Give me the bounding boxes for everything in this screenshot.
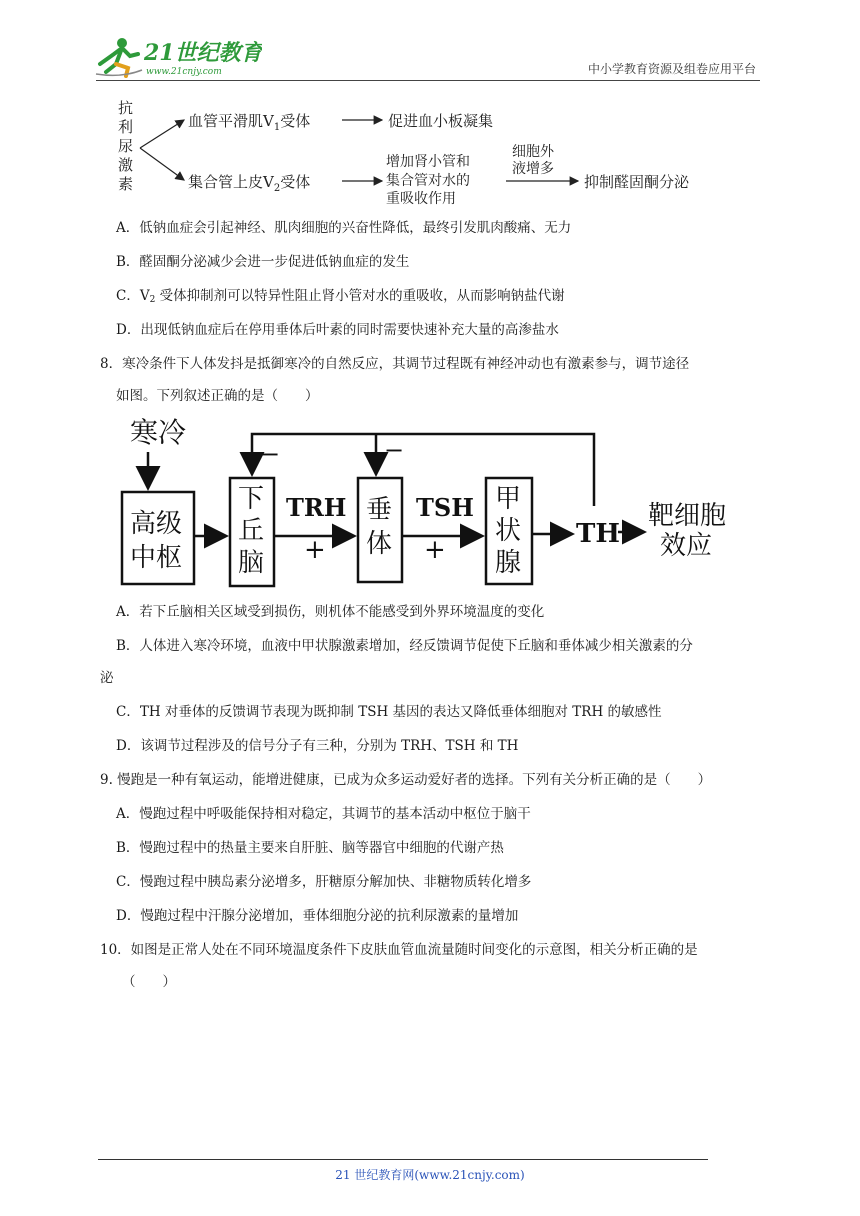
svg-text:重吸收作用: 重吸收作用 [386,191,456,206]
q9-option-a: A．慢跑过程中呼吸能保持相对稳定，其调节的基本活动中枢位于脑干 [116,806,531,822]
q8-stem-cont: 如图。下列叙述正确的是（ ） [116,388,319,404]
svg-text:素: 素 [118,175,134,193]
q7-option-c: C．$V_2$ 受体抑制剂可以特异性阻止肾小管对水的重吸收，从而影响钠盐代谢 [116,288,565,305]
tsh-label: TSH [416,493,474,522]
branch1-label: 血管平滑肌$V_1$受体 [188,112,311,133]
q7-option-a: A．低钠血症会引起神经、肌肉细胞的兴奋性降低，最终引发肌肉酸痛、无力 [116,220,572,236]
cold-label: 寒冷 [130,416,187,449]
svg-text:效应: 效应 [660,531,713,561]
q9-option-b: B．慢跑过程中的热量主要来自肝脏、脑等器官中细胞的代谢产热 [116,840,504,856]
footer-link[interactable]: 21 世纪教育网(www.21cnjy.com) [335,1168,525,1182]
q10-stem: 10．如图是正常人处在不同环境温度条件下皮肤血管血流量随时间变化的示意图，相关分析正确的是 [100,942,698,958]
svg-text:激: 激 [118,156,134,174]
svg-text:高级: 高级 [130,509,183,539]
svg-text:增加肾小管和: 增加肾小管和 [386,154,470,170]
q8-option-b: B．人体进入寒冷环境，血液中甲状腺激素增加，经反馈调节促使下丘脑和垂体减少相关激素的分 [116,638,693,654]
svg-text:状: 状 [495,516,522,546]
logo-main-text: 21世纪教育 [144,40,262,66]
arrow-label [512,144,555,177]
svg-text:下: 下 [238,484,265,514]
platform-label: 中小学教育资源及组卷应用平台 [587,62,756,76]
result1-label: 促进血小板凝集 [388,112,494,130]
svg-text:抗: 抗 [118,99,134,117]
svg-text:体: 体 [366,529,393,559]
site-logo [92,34,262,78]
q7-option-b: B．醛固酮分泌减少会进一步促进低钠血症的发生 [116,254,410,270]
svg-text:丘: 丘 [238,516,265,546]
svg-text:液增多: 液增多 [512,161,554,177]
q8-option-a: A．若下丘脑相关区域受到损伤，则机体不能感受到外界环境温度的变化 [116,604,545,620]
trh-label: TRH [286,493,347,522]
svg-text:靶细胞: 靶细胞 [648,501,727,531]
svg-text:尿: 尿 [118,137,134,155]
adh-receptor-diagram [112,96,732,206]
svg-text:垂: 垂 [366,495,393,525]
header-divider [96,80,760,81]
q9-option-c: C．慢跑过程中胰岛素分泌增多，肝糖原分解加快、非糖物质转化增多 [116,874,532,890]
q9-stem: 9. 慢跑是一种有氧运动，能增进健康，已成为众多运动爱好者的选择。下列有关分析正确的是（ ） [100,772,712,788]
minus-2: − [384,436,405,464]
q9-option-d: D．慢跑过程中汗腺分泌增加，垂体细胞分泌的抗利尿激素的量增加 [116,908,519,924]
svg-text:腺: 腺 [495,548,522,578]
minus-1: − [260,440,281,468]
svg-text:细胞外: 细胞外 [512,144,554,160]
result3-label: 抑制醛固酮分泌 [584,173,690,191]
branch2-label: 集合管上皮$V_2$受体 [188,173,311,194]
svg-text:集合管对水的: 集合管对水的 [386,173,470,189]
runner-icon [96,38,142,76]
q7-option-d: D．出现低钠血症后在停用垂体后叶素的同时需要快速补充大量的高渗盐水 [116,322,559,338]
q8-stem: 8．寒冷条件下人体发抖是抵御寒冷的自然反应，其调节过程既有神经冲动也有激素参与，调节途径 [100,356,690,372]
svg-text:+: + [424,535,446,565]
q8-option-d: D．该调节过程涉及的信号分子有三种，分别为 TRH、TSH 和 TH [116,738,519,754]
result2-label [386,153,470,206]
th-label: TH [576,519,620,549]
q10-stem-cont: （ ） [122,974,176,990]
svg-text:利: 利 [118,118,134,136]
svg-text:脑: 脑 [238,548,265,578]
logo-url-text: www.21cnjy.com [146,67,222,77]
svg-text:甲: 甲 [495,484,522,514]
adh-root-label [118,99,133,193]
svg-text:+: + [304,535,326,565]
q8-option-b-cont: 泌 [100,670,114,686]
thermoregulation-diagram [118,412,758,598]
svg-text:中枢: 中枢 [130,543,183,573]
footer-divider [98,1159,708,1160]
q8-option-c: C．TH 对垂体的反馈调节表现为既抑制 TSH 基因的表达又降低垂体细胞对 TRH 的敏感性 [116,704,662,720]
